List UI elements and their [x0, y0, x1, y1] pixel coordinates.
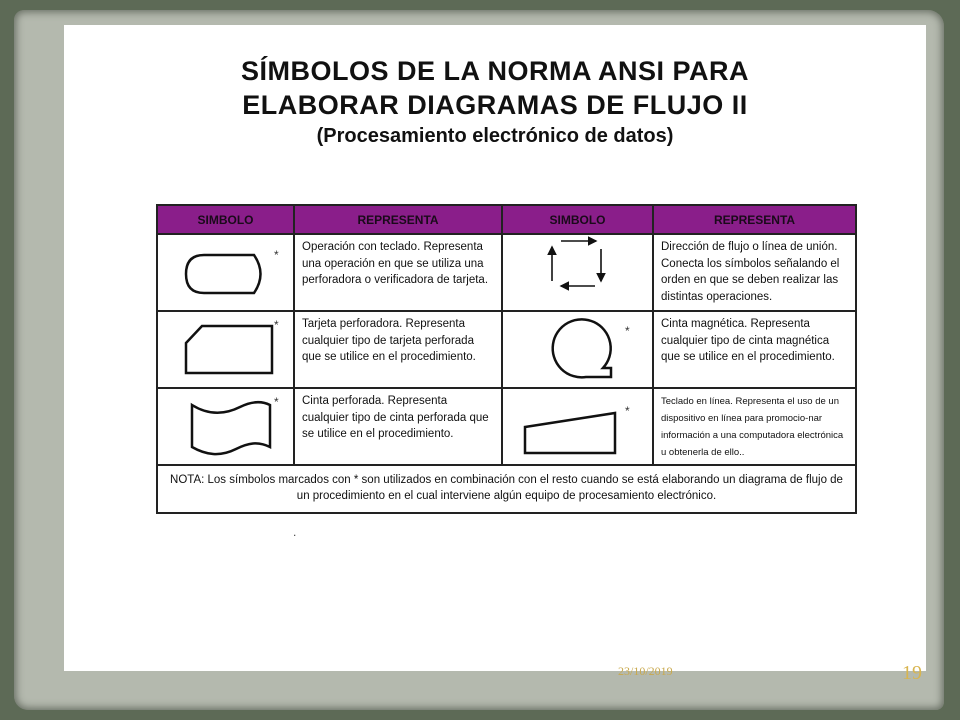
combination-star: *	[274, 395, 279, 409]
description-cell: Cinta magnética. Representa cualquier tipo de cinta magnética que se utilice en el procedimiento.	[653, 311, 856, 388]
ansi-symbols-table	[156, 204, 857, 514]
symbol-cell	[502, 388, 653, 465]
symbol-cell	[157, 388, 294, 465]
table-header-row	[157, 205, 856, 234]
table-note-row	[157, 465, 856, 513]
symbol-cell	[502, 311, 653, 388]
table-note: NOTA: Los símbolos marcados con * son utilizados en combinación con el resto cuando se está elaborando un diagrama de flujo de un procedimiento en el cual interviene algún equipo de procesamiento electrónico.	[157, 465, 856, 513]
header-representa-2: REPRESENTA	[653, 205, 856, 234]
combination-star: *	[274, 248, 279, 262]
symbol-cell	[157, 234, 294, 311]
description-cell: Teclado en línea. Representa el uso de un dispositivo en línea para promocio-nar información a una computadora electrónica u obtenerla de ello..	[653, 388, 856, 465]
header-simbolo-1: SIMBOLO	[157, 205, 294, 234]
title-subtitle: (Procesamiento electrónico de datos)	[316, 125, 674, 147]
symbol-cell	[157, 311, 294, 388]
title-line-1: SÍMBOLOS DE LA NORMA ANSI PARA	[240, 56, 749, 86]
table-row	[157, 311, 856, 388]
combination-star: *	[625, 324, 630, 338]
keyboard-operation-icon	[158, 235, 295, 310]
description-cell: Operación con teclado. Representa una operación en que se utiliza una perforadora o verificadora de tarjeta.	[294, 234, 502, 311]
table-row	[157, 388, 856, 465]
symbol-cell	[502, 234, 653, 311]
header-representa-1: REPRESENTA	[294, 205, 502, 234]
table-row	[157, 234, 856, 311]
stray-dot: .	[293, 525, 297, 539]
slide-date: 23/10/2019	[618, 664, 673, 678]
magnetic-tape-icon	[503, 312, 654, 387]
online-keyboard-icon	[503, 389, 654, 464]
description-cell: Cinta perforada. Representa cualquier tipo de cinta perforada que se utilice en el procedimiento.	[294, 388, 502, 465]
description-cell: Dirección de flujo o línea de unión. Conecta los símbolos señalando el orden en que se deben realizar las distintas operaciones.	[653, 234, 856, 311]
combination-star: *	[625, 404, 630, 418]
header-simbolo-2: SIMBOLO	[502, 205, 653, 234]
description-cell: Tarjeta perforadora. Representa cualquier tipo de tarjeta perforada que se utilice en el procedimiento.	[294, 311, 502, 388]
title-line-2: ELABORAR DIAGRAMAS DE FLUJO II	[242, 90, 748, 120]
flow-direction-icon	[503, 235, 654, 310]
slide-page-number: 19	[902, 662, 922, 684]
slide-title	[64, 54, 926, 149]
combination-star: *	[274, 318, 279, 332]
